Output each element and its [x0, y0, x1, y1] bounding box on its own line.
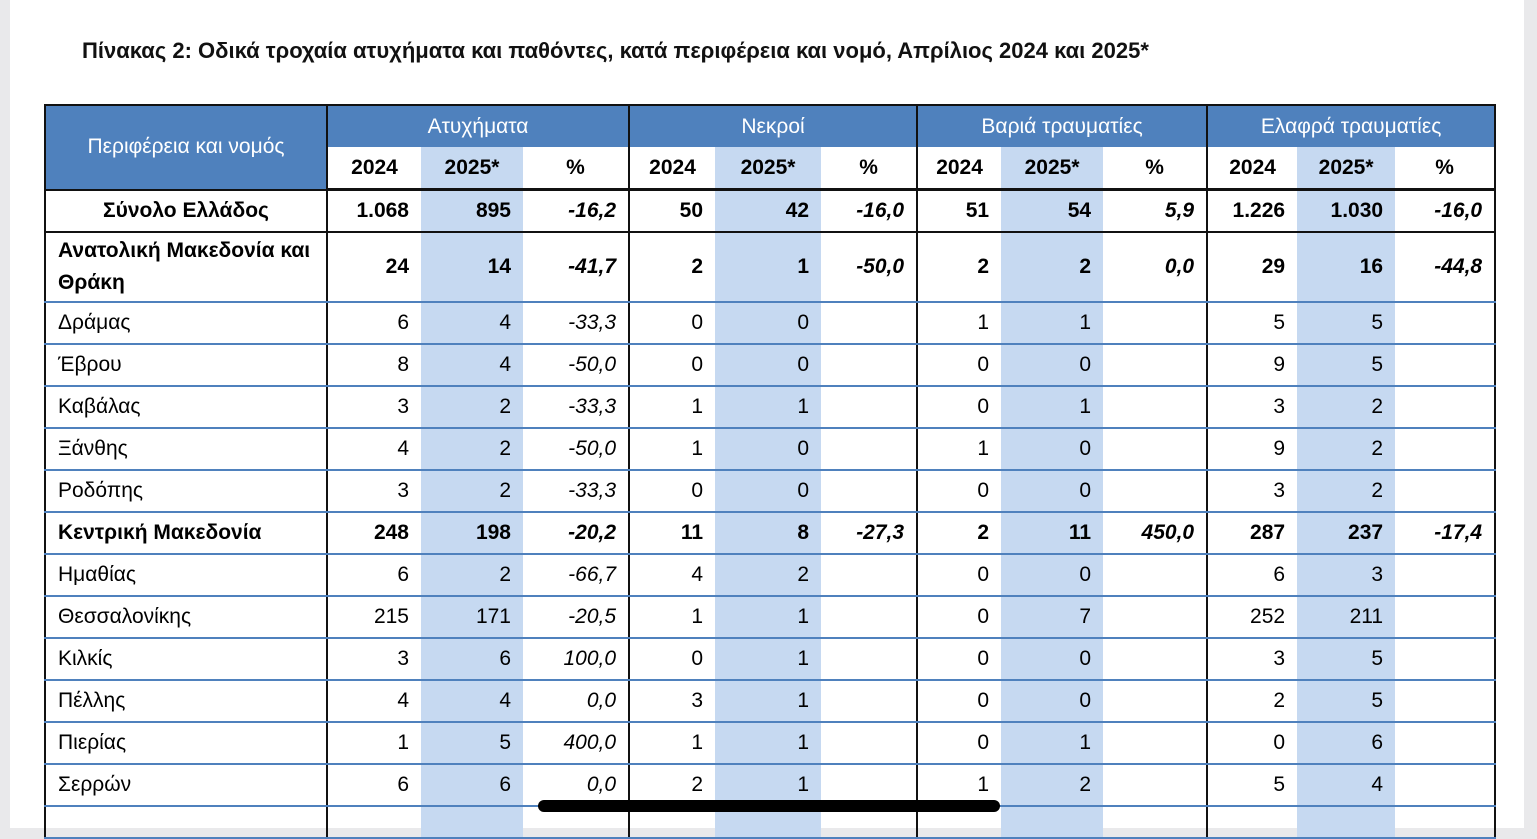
- percent-cell: [1395, 638, 1495, 680]
- table-row: [45, 638, 1495, 680]
- percent-cell: [1395, 722, 1495, 764]
- percent-cell: [821, 638, 917, 680]
- table-row: [45, 470, 1495, 512]
- percent-header: %: [1395, 147, 1495, 190]
- value-cell: 1: [715, 386, 821, 428]
- percent-cell: [1395, 806, 1495, 838]
- value-cell: 0: [917, 596, 1001, 638]
- table-row: [45, 344, 1495, 386]
- value-cell: 1: [1001, 302, 1103, 344]
- value-cell: 6: [421, 638, 523, 680]
- percent-cell: [1103, 764, 1207, 806]
- percent-cell: 0,0: [1103, 232, 1207, 302]
- value-cell: 9: [1207, 428, 1297, 470]
- percent-cell: [821, 386, 917, 428]
- value-cell: 1: [629, 428, 715, 470]
- value-cell: 237: [1297, 512, 1395, 554]
- value-cell: 0: [715, 302, 821, 344]
- value-cell: 211: [1297, 596, 1395, 638]
- percent-cell: [1103, 680, 1207, 722]
- value-cell: 3: [327, 470, 421, 512]
- value-cell: 1: [917, 428, 1001, 470]
- percent-cell: 400,0: [523, 722, 629, 764]
- value-cell: 4: [421, 344, 523, 386]
- percent-cell: -17,4: [1395, 512, 1495, 554]
- value-cell: 287: [1207, 512, 1297, 554]
- value-cell: 0: [1001, 344, 1103, 386]
- year-2025-header: 2025*: [421, 147, 523, 190]
- percent-cell: [1395, 302, 1495, 344]
- percent-cell: [1395, 680, 1495, 722]
- value-cell: 0: [629, 302, 715, 344]
- value-cell: 6: [421, 764, 523, 806]
- value-cell: 1: [715, 596, 821, 638]
- row-label: Πέλλης: [45, 680, 327, 722]
- value-cell: [1207, 806, 1297, 838]
- value-cell: 0: [1001, 554, 1103, 596]
- percent-cell: [1395, 344, 1495, 386]
- value-cell: 1: [327, 722, 421, 764]
- group-header-serious-injuries: Βαριά τραυματίες: [917, 105, 1207, 147]
- value-cell: 4: [1297, 764, 1395, 806]
- percent-header: %: [821, 147, 917, 190]
- percent-cell: -66,7: [523, 554, 629, 596]
- percent-cell: 0,0: [523, 680, 629, 722]
- value-cell: 1: [629, 386, 715, 428]
- value-cell: 3: [1207, 470, 1297, 512]
- percent-cell: -33,3: [523, 470, 629, 512]
- year-2025-header: 2025*: [1001, 147, 1103, 190]
- year-2025-header: 2025*: [1297, 147, 1395, 190]
- group-header-light-injuries: Ελαφρά τραυματίες: [1207, 105, 1495, 147]
- percent-cell: [1103, 386, 1207, 428]
- percent-cell: 5,9: [1103, 190, 1207, 233]
- value-cell: 1: [917, 764, 1001, 806]
- value-cell: 1.226: [1207, 190, 1297, 233]
- value-cell: 0: [1001, 680, 1103, 722]
- value-cell: 11: [1001, 512, 1103, 554]
- value-cell: 1: [917, 302, 1001, 344]
- value-cell: 6: [327, 764, 421, 806]
- value-cell: 2: [715, 554, 821, 596]
- value-cell: 0: [629, 470, 715, 512]
- value-cell: 5: [1207, 302, 1297, 344]
- value-cell: 0: [1001, 638, 1103, 680]
- value-cell: 0: [917, 638, 1001, 680]
- value-cell: 5: [1297, 638, 1395, 680]
- value-cell: [421, 806, 523, 838]
- value-cell: 1.068: [327, 190, 421, 233]
- row-label: Ροδόπης: [45, 470, 327, 512]
- percent-cell: [1395, 554, 1495, 596]
- row-label: Σύνολο Ελλάδος: [45, 190, 327, 233]
- value-cell: 1: [1001, 722, 1103, 764]
- percent-cell: -27,3: [821, 512, 917, 554]
- value-cell: 42: [715, 190, 821, 233]
- value-cell: 1: [715, 638, 821, 680]
- percent-cell: -20,2: [523, 512, 629, 554]
- row-label: Καβάλας: [45, 386, 327, 428]
- value-cell: 14: [421, 232, 523, 302]
- value-cell: 2: [421, 428, 523, 470]
- value-cell: 1: [715, 722, 821, 764]
- year-2024-header: 2024: [629, 147, 715, 190]
- percent-cell: 100,0: [523, 638, 629, 680]
- value-cell: 0: [629, 344, 715, 386]
- value-cell: 5: [1207, 764, 1297, 806]
- table-row: [45, 302, 1495, 344]
- percent-cell: [821, 596, 917, 638]
- value-cell: 4: [421, 302, 523, 344]
- percent-cell: -33,3: [523, 386, 629, 428]
- row-label: Ημαθίας: [45, 554, 327, 596]
- value-cell: 2: [629, 764, 715, 806]
- region-column-header: Περιφέρεια και νομός: [45, 105, 327, 190]
- percent-cell: [1103, 638, 1207, 680]
- percent-cell: [821, 302, 917, 344]
- value-cell: 6: [327, 302, 421, 344]
- total-row: [45, 190, 1495, 233]
- value-cell: 1: [629, 596, 715, 638]
- percent-cell: [1395, 596, 1495, 638]
- value-cell: [327, 806, 421, 838]
- value-cell: 3: [327, 638, 421, 680]
- row-label: [45, 806, 327, 838]
- value-cell: 0: [715, 428, 821, 470]
- year-2024-header: 2024: [327, 147, 421, 190]
- value-cell: 198: [421, 512, 523, 554]
- percent-cell: [1103, 344, 1207, 386]
- percent-cell: -33,3: [523, 302, 629, 344]
- value-cell: 2: [1297, 470, 1395, 512]
- value-cell: 2: [1297, 386, 1395, 428]
- value-cell: 2: [1207, 680, 1297, 722]
- value-cell: 0: [917, 722, 1001, 764]
- percent-cell: -16,2: [523, 190, 629, 233]
- value-cell: 5: [1297, 302, 1395, 344]
- value-cell: 0: [1207, 722, 1297, 764]
- percent-cell: [1395, 470, 1495, 512]
- value-cell: 2: [1001, 764, 1103, 806]
- value-cell: 2: [421, 386, 523, 428]
- percent-cell: [1103, 302, 1207, 344]
- value-cell: 895: [421, 190, 523, 233]
- value-cell: 171: [421, 596, 523, 638]
- value-cell: 215: [327, 596, 421, 638]
- table-row: [45, 680, 1495, 722]
- value-cell: 51: [917, 190, 1001, 233]
- data-table: [44, 104, 1496, 839]
- percent-cell: 450,0: [1103, 512, 1207, 554]
- percent-cell: [821, 428, 917, 470]
- row-label: Σερρών: [45, 764, 327, 806]
- value-cell: 2: [421, 554, 523, 596]
- value-cell: 3: [327, 386, 421, 428]
- row-label: Ανατολική Μακεδονία και Θράκη: [45, 232, 327, 302]
- value-cell: 0: [715, 470, 821, 512]
- value-cell: 7: [1001, 596, 1103, 638]
- value-cell: 4: [421, 680, 523, 722]
- region-row: [45, 512, 1495, 554]
- value-cell: 3: [1297, 554, 1395, 596]
- percent-cell: [821, 344, 917, 386]
- row-label: Ξάνθης: [45, 428, 327, 470]
- value-cell: 0: [917, 680, 1001, 722]
- value-cell: 24: [327, 232, 421, 302]
- home-indicator[interactable]: [538, 800, 1000, 812]
- value-cell: 0: [917, 386, 1001, 428]
- value-cell: 9: [1207, 344, 1297, 386]
- percent-cell: [821, 680, 917, 722]
- table-body: [45, 190, 1495, 839]
- value-cell: 5: [1297, 680, 1395, 722]
- percent-cell: 0,0: [523, 764, 629, 806]
- value-cell: 1: [715, 232, 821, 302]
- value-cell: 6: [1207, 554, 1297, 596]
- region-row: [45, 232, 1495, 302]
- percent-cell: [1103, 428, 1207, 470]
- row-label: Δράμας: [45, 302, 327, 344]
- percent-cell: -44,8: [1395, 232, 1495, 302]
- percent-cell: [1103, 722, 1207, 764]
- value-cell: 8: [715, 512, 821, 554]
- table-row: [45, 596, 1495, 638]
- table-row: [45, 428, 1495, 470]
- value-cell: 6: [327, 554, 421, 596]
- value-cell: 1: [715, 764, 821, 806]
- value-cell: 1: [715, 680, 821, 722]
- value-cell: 5: [1297, 344, 1395, 386]
- value-cell: 0: [715, 344, 821, 386]
- value-cell: 3: [1207, 386, 1297, 428]
- percent-cell: [1395, 764, 1495, 806]
- value-cell: 2: [917, 232, 1001, 302]
- value-cell: 0: [917, 470, 1001, 512]
- percent-cell: -50,0: [523, 344, 629, 386]
- value-cell: 4: [327, 680, 421, 722]
- percent-cell: -50,0: [523, 428, 629, 470]
- percent-cell: [1103, 554, 1207, 596]
- value-cell: 0: [917, 554, 1001, 596]
- value-cell: 3: [629, 680, 715, 722]
- value-cell: 0: [1001, 470, 1103, 512]
- value-cell: 248: [327, 512, 421, 554]
- percent-cell: [1395, 386, 1495, 428]
- value-cell: 6: [1297, 722, 1395, 764]
- percent-cell: [1103, 806, 1207, 838]
- value-cell: 3: [1207, 638, 1297, 680]
- value-cell: [1001, 806, 1103, 838]
- percent-cell: [821, 722, 917, 764]
- value-cell: 252: [1207, 596, 1297, 638]
- percent-cell: -20,5: [523, 596, 629, 638]
- value-cell: 54: [1001, 190, 1103, 233]
- row-label: Κιλκίς: [45, 638, 327, 680]
- group-header-deaths: Νεκροί: [629, 105, 917, 147]
- percent-header: %: [523, 147, 629, 190]
- value-cell: 0: [1001, 428, 1103, 470]
- year-2024-header: 2024: [1207, 147, 1297, 190]
- value-cell: 16: [1297, 232, 1395, 302]
- year-2024-header: 2024: [917, 147, 1001, 190]
- table-title: Πίνακας 2: Οδικά τροχαία ατυχήματα και παθόντες, κατά περιφέρεια και νομό, Απρίλιος 2024 και 2025*: [82, 38, 1149, 63]
- table-row: [45, 722, 1495, 764]
- value-cell: 2: [629, 232, 715, 302]
- group-header-accidents: Ατυχήματα: [327, 105, 629, 147]
- value-cell: 2: [1001, 232, 1103, 302]
- year-2025-header: 2025*: [715, 147, 821, 190]
- value-cell: 8: [327, 344, 421, 386]
- value-cell: 2: [1297, 428, 1395, 470]
- percent-header: %: [1103, 147, 1207, 190]
- table-row: [45, 386, 1495, 428]
- value-cell: 4: [629, 554, 715, 596]
- percent-cell: -16,0: [1395, 190, 1495, 233]
- percent-cell: -50,0: [821, 232, 917, 302]
- percent-cell: [821, 470, 917, 512]
- value-cell: 29: [1207, 232, 1297, 302]
- percent-cell: [1103, 596, 1207, 638]
- value-cell: 2: [917, 512, 1001, 554]
- value-cell: [1297, 806, 1395, 838]
- value-cell: 0: [917, 344, 1001, 386]
- row-label: Πιερίας: [45, 722, 327, 764]
- value-cell: 4: [327, 428, 421, 470]
- percent-cell: [821, 554, 917, 596]
- row-label: Θεσσαλονίκης: [45, 596, 327, 638]
- row-label: Κεντρική Μακεδονία: [45, 512, 327, 554]
- value-cell: 1.030: [1297, 190, 1395, 233]
- percent-cell: -41,7: [523, 232, 629, 302]
- value-cell: 5: [421, 722, 523, 764]
- table-row: [45, 554, 1495, 596]
- value-cell: 11: [629, 512, 715, 554]
- value-cell: 50: [629, 190, 715, 233]
- percent-cell: [1103, 470, 1207, 512]
- value-cell: 0: [629, 638, 715, 680]
- value-cell: 1: [1001, 386, 1103, 428]
- percent-cell: [1395, 428, 1495, 470]
- percent-cell: -16,0: [821, 190, 917, 233]
- value-cell: 2: [421, 470, 523, 512]
- value-cell: 1: [629, 722, 715, 764]
- row-label: Έβρου: [45, 344, 327, 386]
